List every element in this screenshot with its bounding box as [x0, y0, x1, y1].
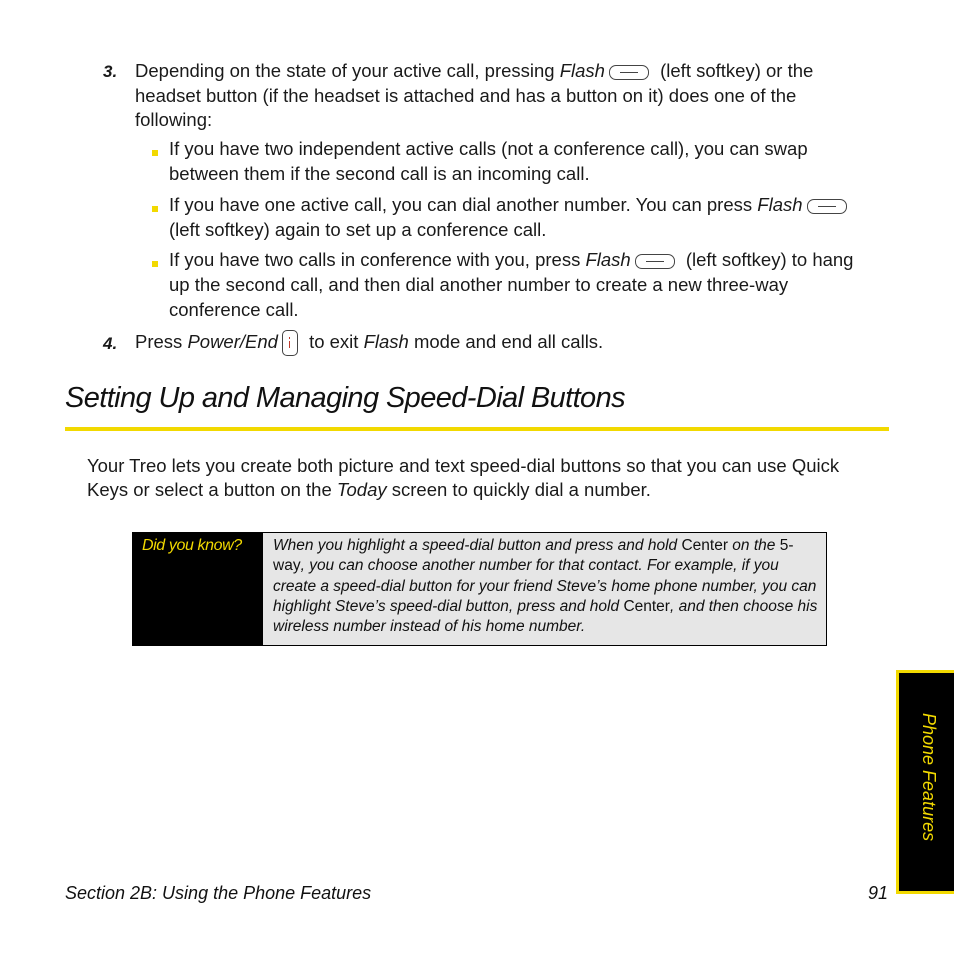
bullet-3-text: If you have two calls in conference with you, press — [169, 249, 586, 270]
bullet-3-line-3: conference call. — [169, 299, 299, 320]
bullet-1-line-2: between them if the second call is an incoming call. — [169, 163, 590, 184]
tip-text — [273, 536, 823, 637]
bullet-1-line-1: If you have two independent active calls (not a conference call), you can swap — [169, 138, 808, 159]
tip-body-panel — [263, 533, 826, 645]
footer-section: Section 2B: Using the Phone Features — [65, 883, 372, 903]
tip-text-part: , and then choose his wireless number instead of his home number. — [273, 597, 818, 636]
heading-rule — [65, 427, 889, 431]
center-key-term: Center — [623, 597, 670, 615]
intro-line-2 — [87, 478, 651, 503]
step-3-line-1 — [135, 59, 813, 84]
tip-label-panel — [133, 533, 263, 645]
step-4-text: Press — [135, 331, 188, 352]
step-number: 3. — [103, 62, 118, 81]
tip-text-part: on the — [727, 537, 780, 554]
center-key-term: Center — [681, 537, 728, 554]
bullet-2-line-2: (left softkey) again to set up a conference call. — [169, 219, 547, 240]
left-softkey-icon — [635, 254, 675, 269]
today-term: Today — [336, 479, 387, 500]
step-4-text: mode and end all calls. — [408, 331, 604, 352]
section-heading: Setting Up and Managing Speed-Dial Buttons — [65, 382, 626, 414]
power-end-term: Power/End — [187, 331, 278, 352]
step-3-line-3: following: — [135, 109, 213, 130]
step-number: 4. — [103, 334, 118, 353]
power-end-key-icon — [282, 330, 298, 356]
intro-text: Keys or select a button on the — [87, 479, 337, 500]
intro-text: screen to quickly dial a number. — [386, 479, 651, 500]
bullet-marker — [152, 150, 158, 156]
step-4-line — [135, 330, 603, 356]
bullet-2-text: If you have one active call, you can dial another number. You can press — [169, 194, 758, 215]
side-tab-label: Phone Features — [919, 713, 939, 842]
flash-term: Flash — [757, 194, 803, 215]
step-3-text: Depending on the state of your active call, pressing — [135, 60, 560, 81]
bullet-2-line-1 — [169, 193, 853, 218]
bullet-marker — [152, 206, 158, 212]
left-softkey-icon — [609, 65, 649, 80]
flash-term: Flash — [585, 249, 631, 270]
flash-term: Flash — [363, 331, 409, 352]
five-way-term: 5-way — [273, 537, 794, 575]
tip-label: Did you know? — [142, 537, 242, 554]
did-you-know-box — [132, 532, 827, 646]
step-4-text: to exit — [303, 331, 364, 352]
page-number: 91 — [868, 883, 889, 903]
step-3-line-2: headset button (if the headset is attached and has a button on it) does one of the — [135, 85, 797, 106]
section-side-tab — [896, 670, 954, 894]
intro-line-1: Your Treo lets you create both picture and text speed-dial buttons so that you can use Quick — [87, 455, 840, 476]
bullet-3-line-2: up the second call, and then dial another number to create a new three-way — [169, 274, 789, 295]
flash-term: Flash — [559, 60, 605, 81]
tip-text-part: , you can choose another number for that contact. For example, if you create a speed-dial button for your friend Steve’s home phone number, you can highlight Steve’s speed-dial button, press and hold — [273, 557, 817, 615]
tip-text-part: When you highlight a speed-dial button and press and hold — [273, 537, 682, 554]
bullet-marker — [152, 261, 158, 267]
left-softkey-icon — [807, 199, 847, 214]
side-tab-inner — [899, 673, 954, 891]
step-3-text: (left softkey) or the — [654, 60, 814, 81]
bullet-3-text: (left softkey) to hang — [680, 249, 854, 270]
bullet-3-line-1 — [169, 248, 853, 273]
